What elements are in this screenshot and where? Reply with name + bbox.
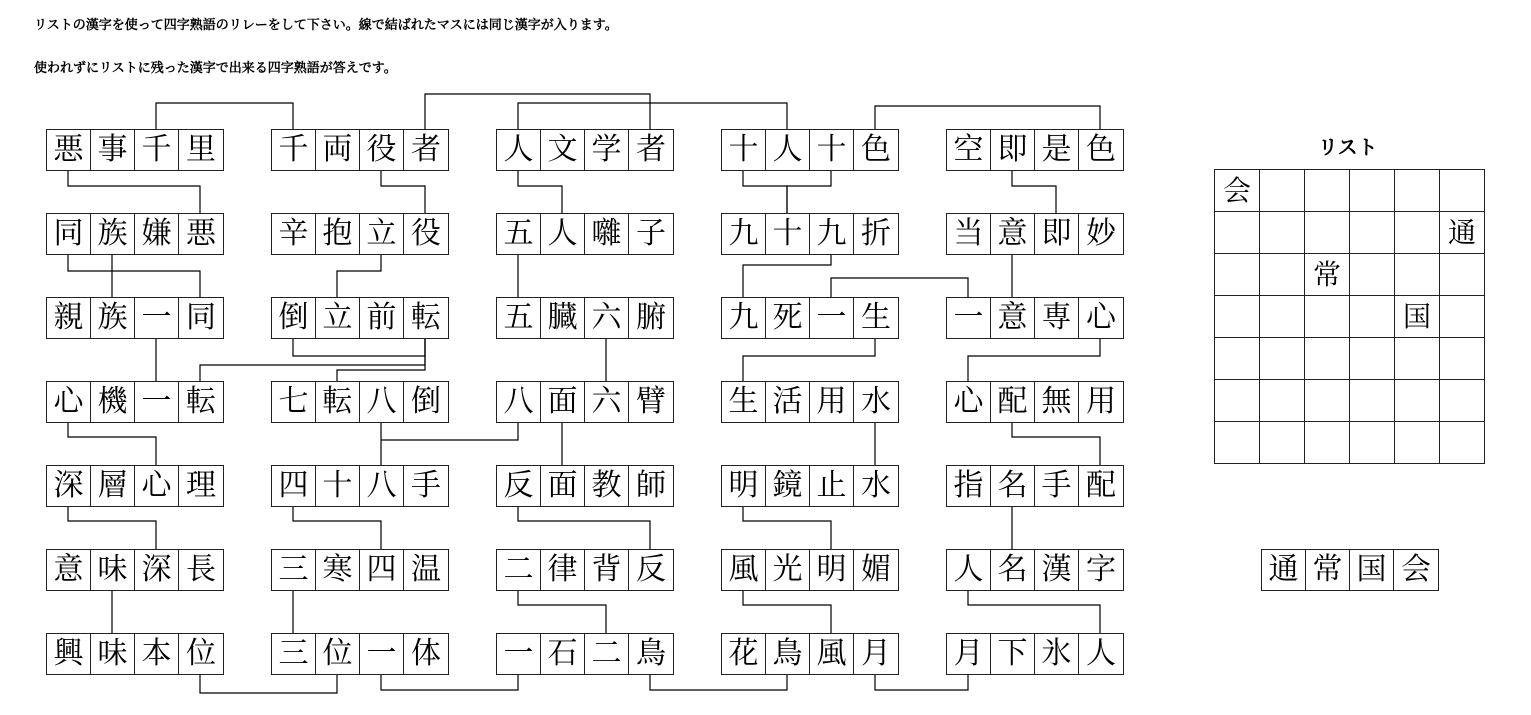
kanji-cell[interactable]: 生 xyxy=(722,382,766,422)
answer-word xyxy=(1261,549,1439,591)
word-box xyxy=(271,297,449,339)
kanji-cell[interactable]: 位 xyxy=(316,634,360,674)
kanji-cell[interactable]: 温 xyxy=(404,550,448,590)
connector-line xyxy=(518,103,787,129)
list-cell[interactable] xyxy=(1260,380,1305,422)
instruction-line-1: リストの漢字を使って四字熟語のリレーをして下さい。線で結ばれたマスには同じ漢字が入ります。 xyxy=(34,18,618,33)
kanji-cell[interactable]: 風 xyxy=(722,550,766,590)
kanji-cell[interactable]: 深 xyxy=(47,466,91,506)
list-cell[interactable]: 国 xyxy=(1395,296,1440,338)
kanji-cell[interactable]: 無 xyxy=(1035,382,1079,422)
kanji-cell[interactable]: 囃 xyxy=(585,214,629,254)
kanji-cell[interactable]: 配 xyxy=(1079,466,1123,506)
kanji-cell[interactable]: 色 xyxy=(1079,130,1123,170)
word-box xyxy=(496,213,674,255)
word-box xyxy=(721,129,899,171)
kanji-cell[interactable]: 位 xyxy=(179,634,223,674)
kanji-cell[interactable]: 活 xyxy=(766,382,810,422)
kanji-cell[interactable]: 死 xyxy=(766,298,810,338)
word-box xyxy=(271,213,449,255)
word-box xyxy=(46,633,224,675)
connector-line xyxy=(68,421,156,465)
kanji-cell[interactable]: 一 xyxy=(135,298,179,338)
answer-cell: 国 xyxy=(1350,550,1394,590)
kanji-cell[interactable]: 水 xyxy=(854,382,898,422)
kanji-cell[interactable]: 五 xyxy=(497,214,541,254)
kanji-cell[interactable]: 三 xyxy=(272,550,316,590)
connector-line xyxy=(156,103,293,129)
kanji-cell[interactable]: 辛 xyxy=(272,214,316,254)
kanji-cell[interactable]: 十 xyxy=(766,214,810,254)
list-cell[interactable] xyxy=(1305,212,1350,254)
kanji-cell[interactable]: 一 xyxy=(135,382,179,422)
kanji-cell[interactable]: 十 xyxy=(810,130,854,170)
word-box xyxy=(271,549,449,591)
kanji-cell[interactable]: 二 xyxy=(497,550,541,590)
kanji-cell[interactable]: 役 xyxy=(360,130,404,170)
connector-line xyxy=(381,169,425,213)
kanji-cell[interactable]: 族 xyxy=(91,298,135,338)
kanji-cell[interactable]: 月 xyxy=(947,634,991,674)
list-cell[interactable] xyxy=(1350,380,1395,422)
kanji-cell[interactable]: 律 xyxy=(541,550,585,590)
connector-line xyxy=(518,505,650,549)
kanji-cell[interactable]: 手 xyxy=(404,466,448,506)
answer-cell: 通 xyxy=(1262,550,1306,590)
word-box xyxy=(271,381,449,423)
kanji-cell[interactable]: 字 xyxy=(1079,550,1123,590)
kanji-cell[interactable]: 意 xyxy=(991,214,1035,254)
connector-line xyxy=(337,337,425,381)
kanji-cell[interactable]: 色 xyxy=(854,130,898,170)
word-box xyxy=(496,381,674,423)
list-cell[interactable] xyxy=(1215,380,1260,422)
word-box xyxy=(271,465,449,507)
kanji-cell[interactable]: 役 xyxy=(404,214,448,254)
word-box xyxy=(721,381,899,423)
list-cell[interactable] xyxy=(1395,380,1440,422)
kanji-cell[interactable]: 四 xyxy=(360,550,404,590)
kanji-cell[interactable]: 水 xyxy=(854,466,898,506)
connector-line xyxy=(743,505,831,549)
kanji-cell[interactable]: 月 xyxy=(854,634,898,674)
kanji-cell[interactable]: 七 xyxy=(272,382,316,422)
list-cell[interactable] xyxy=(1395,212,1440,254)
kanji-cell[interactable]: 味 xyxy=(91,634,135,674)
kanji-cell[interactable]: 両 xyxy=(316,130,360,170)
kanji-cell[interactable]: 悪 xyxy=(47,130,91,170)
word-box xyxy=(946,213,1124,255)
list-cell[interactable]: 通 xyxy=(1440,212,1485,254)
kanji-cell[interactable]: 興 xyxy=(47,634,91,674)
kanji-cell[interactable]: 九 xyxy=(810,214,854,254)
kanji-cell[interactable]: 折 xyxy=(854,214,898,254)
kanji-cell[interactable]: 明 xyxy=(722,466,766,506)
kanji-cell[interactable]: 反 xyxy=(497,466,541,506)
kanji-cell[interactable]: 教 xyxy=(585,466,629,506)
word-box xyxy=(721,549,899,591)
kanji-cell[interactable]: 意 xyxy=(47,550,91,590)
kanji-cell[interactable]: 風 xyxy=(810,634,854,674)
kanji-cell[interactable]: 反 xyxy=(629,550,673,590)
list-cell[interactable] xyxy=(1350,254,1395,296)
list-cell[interactable] xyxy=(1440,380,1485,422)
kanji-cell[interactable]: 寒 xyxy=(316,550,360,590)
kanji-cell[interactable]: 師 xyxy=(629,466,673,506)
kanji-cell[interactable]: 鏡 xyxy=(766,466,810,506)
list-cell[interactable] xyxy=(1215,422,1260,464)
kanji-cell[interactable]: 人 xyxy=(541,214,585,254)
word-box xyxy=(946,129,1124,171)
word-box xyxy=(946,297,1124,339)
list-cell[interactable] xyxy=(1215,254,1260,296)
connector-line xyxy=(831,278,968,297)
connector-line xyxy=(968,589,1100,633)
kanji-cell[interactable]: 面 xyxy=(541,382,585,422)
kanji-cell[interactable]: 十 xyxy=(316,466,360,506)
word-box xyxy=(496,633,674,675)
kanji-cell[interactable]: 千 xyxy=(135,130,179,170)
answer-cell: 会 xyxy=(1394,550,1438,590)
list-title: リスト xyxy=(1318,135,1378,159)
kanji-cell[interactable]: 立 xyxy=(316,298,360,338)
kanji-cell[interactable]: 心 xyxy=(47,382,91,422)
kanji-cell[interactable]: 下 xyxy=(991,634,1035,674)
kanji-cell[interactable]: 転 xyxy=(316,382,360,422)
word-box xyxy=(721,297,899,339)
kanji-cell[interactable]: 当 xyxy=(947,214,991,254)
kanji-cell[interactable]: 九 xyxy=(722,298,766,338)
connector-line xyxy=(743,337,875,381)
list-cell[interactable] xyxy=(1305,170,1350,212)
kanji-cell[interactable]: 用 xyxy=(1079,382,1123,422)
list-cell[interactable] xyxy=(1440,170,1485,212)
kanji-cell[interactable]: 配 xyxy=(991,382,1035,422)
kanji-cell[interactable]: 生 xyxy=(854,298,898,338)
list-cell[interactable] xyxy=(1440,296,1485,338)
kanji-cell[interactable]: 子 xyxy=(629,214,673,254)
kanji-cell[interactable]: 三 xyxy=(272,634,316,674)
kanji-cell[interactable]: 本 xyxy=(135,634,179,674)
kanji-list-grid xyxy=(1214,169,1485,464)
kanji-cell[interactable]: 一 xyxy=(947,298,991,338)
list-cell[interactable] xyxy=(1350,338,1395,380)
connector-line xyxy=(968,337,1100,381)
word-box xyxy=(946,549,1124,591)
kanji-cell[interactable]: 里 xyxy=(179,130,223,170)
connector-line xyxy=(743,589,831,633)
kanji-cell[interactable]: 立 xyxy=(360,214,404,254)
word-box xyxy=(721,633,899,675)
kanji-cell[interactable]: 八 xyxy=(360,466,404,506)
kanji-cell[interactable]: 理 xyxy=(179,466,223,506)
word-box xyxy=(271,129,449,171)
kanji-cell[interactable]: 指 xyxy=(947,466,991,506)
list-cell[interactable]: 常 xyxy=(1305,254,1350,296)
kanji-cell[interactable]: 二 xyxy=(585,634,629,674)
connector-line xyxy=(650,673,787,690)
answer-cell: 常 xyxy=(1306,550,1350,590)
kanji-cell[interactable]: 一 xyxy=(497,634,541,674)
connector-line xyxy=(1012,169,1056,213)
kanji-cell[interactable]: 六 xyxy=(585,382,629,422)
list-cell[interactable] xyxy=(1350,170,1395,212)
kanji-cell[interactable]: 鳥 xyxy=(766,634,810,674)
list-cell[interactable] xyxy=(1260,296,1305,338)
kanji-cell[interactable]: 八 xyxy=(360,382,404,422)
kanji-cell[interactable]: 六 xyxy=(585,298,629,338)
kanji-cell[interactable]: 体 xyxy=(404,634,448,674)
kanji-cell[interactable]: 人 xyxy=(497,130,541,170)
connector-line xyxy=(381,673,518,690)
word-box xyxy=(46,129,224,171)
kanji-cell[interactable]: 専 xyxy=(1035,298,1079,338)
kanji-cell[interactable]: 即 xyxy=(991,130,1035,170)
kanji-cell[interactable]: 名 xyxy=(991,550,1035,590)
list-cell[interactable] xyxy=(1260,422,1305,464)
kanji-cell[interactable]: 文 xyxy=(541,130,585,170)
list-cell[interactable] xyxy=(1440,338,1485,380)
list-cell[interactable] xyxy=(1305,296,1350,338)
list-cell[interactable] xyxy=(1395,170,1440,212)
list-cell[interactable] xyxy=(1305,338,1350,380)
word-box xyxy=(46,549,224,591)
word-box xyxy=(496,297,674,339)
word-box xyxy=(46,213,224,255)
kanji-cell[interactable]: 手 xyxy=(1035,466,1079,506)
connector-line xyxy=(381,421,518,440)
kanji-cell[interactable]: 五 xyxy=(497,298,541,338)
word-box xyxy=(496,549,674,591)
word-box xyxy=(946,381,1124,423)
list-cell[interactable] xyxy=(1260,170,1305,212)
word-box xyxy=(271,633,449,675)
list-cell[interactable] xyxy=(1305,380,1350,422)
kanji-cell[interactable]: 族 xyxy=(91,214,135,254)
kanji-cell[interactable]: 人 xyxy=(947,550,991,590)
kanji-cell[interactable]: 倒 xyxy=(404,382,448,422)
kanji-cell[interactable]: 機 xyxy=(91,382,135,422)
connector-line xyxy=(1012,421,1100,465)
kanji-cell[interactable]: 心 xyxy=(947,382,991,422)
list-cell[interactable] xyxy=(1260,212,1305,254)
connector-line xyxy=(875,673,968,690)
kanji-cell[interactable]: 鳥 xyxy=(629,634,673,674)
connector-line xyxy=(743,169,787,213)
kanji-cell[interactable]: 十 xyxy=(722,130,766,170)
kanji-cell[interactable]: 止 xyxy=(810,466,854,506)
list-cell[interactable] xyxy=(1260,338,1305,380)
list-cell[interactable] xyxy=(1350,422,1395,464)
kanji-cell[interactable]: 腑 xyxy=(629,298,673,338)
kanji-cell[interactable]: 学 xyxy=(585,130,629,170)
word-box xyxy=(496,129,674,171)
connector-line xyxy=(68,253,200,297)
kanji-cell[interactable]: 心 xyxy=(1079,298,1123,338)
kanji-cell[interactable]: 花 xyxy=(722,634,766,674)
kanji-cell[interactable]: 臓 xyxy=(541,298,585,338)
kanji-cell[interactable]: 転 xyxy=(404,298,448,338)
kanji-cell[interactable]: 人 xyxy=(766,130,810,170)
kanji-cell[interactable]: 意 xyxy=(991,298,1035,338)
kanji-cell[interactable]: 即 xyxy=(1035,214,1079,254)
kanji-cell[interactable]: 是 xyxy=(1035,130,1079,170)
word-box xyxy=(946,465,1124,507)
word-box xyxy=(721,213,899,255)
kanji-cell[interactable]: 味 xyxy=(91,550,135,590)
kanji-cell[interactable]: 用 xyxy=(810,382,854,422)
list-cell[interactable] xyxy=(1440,422,1485,464)
kanji-cell[interactable]: 千 xyxy=(272,130,316,170)
kanji-cell[interactable]: 転 xyxy=(179,382,223,422)
list-cell[interactable] xyxy=(1350,212,1395,254)
kanji-cell[interactable]: 者 xyxy=(629,130,673,170)
kanji-cell[interactable]: 臂 xyxy=(629,382,673,422)
kanji-cell[interactable]: 前 xyxy=(360,298,404,338)
kanji-cell[interactable]: 八 xyxy=(497,382,541,422)
connector-line xyxy=(425,94,650,129)
connector-line xyxy=(337,253,381,297)
kanji-cell[interactable]: 九 xyxy=(722,214,766,254)
kanji-cell[interactable]: 長 xyxy=(179,550,223,590)
connector-line xyxy=(875,106,1100,129)
kanji-cell[interactable]: 深 xyxy=(135,550,179,590)
kanji-cell[interactable]: 嫌 xyxy=(135,214,179,254)
kanji-cell[interactable]: 一 xyxy=(360,634,404,674)
kanji-cell[interactable]: 氷 xyxy=(1035,634,1079,674)
word-box xyxy=(46,381,224,423)
kanji-cell[interactable]: 同 xyxy=(47,214,91,254)
word-box xyxy=(946,633,1124,675)
list-cell[interactable] xyxy=(1395,422,1440,464)
kanji-cell[interactable]: 名 xyxy=(991,466,1035,506)
kanji-cell[interactable]: 倒 xyxy=(272,298,316,338)
kanji-cell[interactable]: 漢 xyxy=(1035,550,1079,590)
connector-line xyxy=(293,505,381,549)
kanji-cell[interactable]: 同 xyxy=(179,298,223,338)
kanji-cell[interactable]: 面 xyxy=(541,466,585,506)
kanji-cell[interactable]: 背 xyxy=(585,550,629,590)
kanji-cell[interactable]: 層 xyxy=(91,466,135,506)
kanji-cell[interactable]: 石 xyxy=(541,634,585,674)
connector-line xyxy=(200,337,425,381)
word-box xyxy=(46,297,224,339)
kanji-cell[interactable]: 人 xyxy=(1079,634,1123,674)
connector-line xyxy=(68,505,156,549)
list-cell[interactable] xyxy=(1260,254,1305,296)
kanji-cell[interactable]: 者 xyxy=(404,130,448,170)
kanji-cell[interactable]: 明 xyxy=(810,550,854,590)
connector-line xyxy=(787,169,831,213)
kanji-cell[interactable]: 悪 xyxy=(179,214,223,254)
connector-line xyxy=(200,673,337,693)
kanji-cell[interactable]: 抱 xyxy=(316,214,360,254)
list-cell[interactable] xyxy=(1215,296,1260,338)
kanji-cell[interactable]: 一 xyxy=(810,298,854,338)
kanji-cell[interactable]: 心 xyxy=(135,466,179,506)
list-cell[interactable] xyxy=(1215,338,1260,380)
connector-line xyxy=(68,169,200,213)
word-box xyxy=(46,465,224,507)
word-box xyxy=(496,465,674,507)
kanji-cell[interactable]: 四 xyxy=(272,466,316,506)
connector-line xyxy=(518,589,606,633)
list-cell[interactable]: 会 xyxy=(1215,170,1260,212)
list-cell[interactable] xyxy=(1305,422,1350,464)
connector-line xyxy=(293,337,425,356)
instruction-line-2: 使われずにリストに残った漢字で出来る四字熟語が答えです。 xyxy=(34,61,397,76)
kanji-cell[interactable]: 事 xyxy=(91,130,135,170)
list-cell[interactable] xyxy=(1215,212,1260,254)
kanji-cell[interactable]: 親 xyxy=(47,298,91,338)
connector-line xyxy=(743,253,831,297)
kanji-cell[interactable]: 妙 xyxy=(1079,214,1123,254)
list-cell[interactable] xyxy=(1350,296,1395,338)
word-box xyxy=(721,465,899,507)
list-cell[interactable] xyxy=(1395,254,1440,296)
kanji-cell[interactable]: 媚 xyxy=(854,550,898,590)
kanji-cell[interactable]: 光 xyxy=(766,550,810,590)
list-cell[interactable] xyxy=(1395,338,1440,380)
list-cell[interactable] xyxy=(1440,254,1485,296)
connector-line xyxy=(518,169,562,213)
kanji-cell[interactable]: 空 xyxy=(947,130,991,170)
